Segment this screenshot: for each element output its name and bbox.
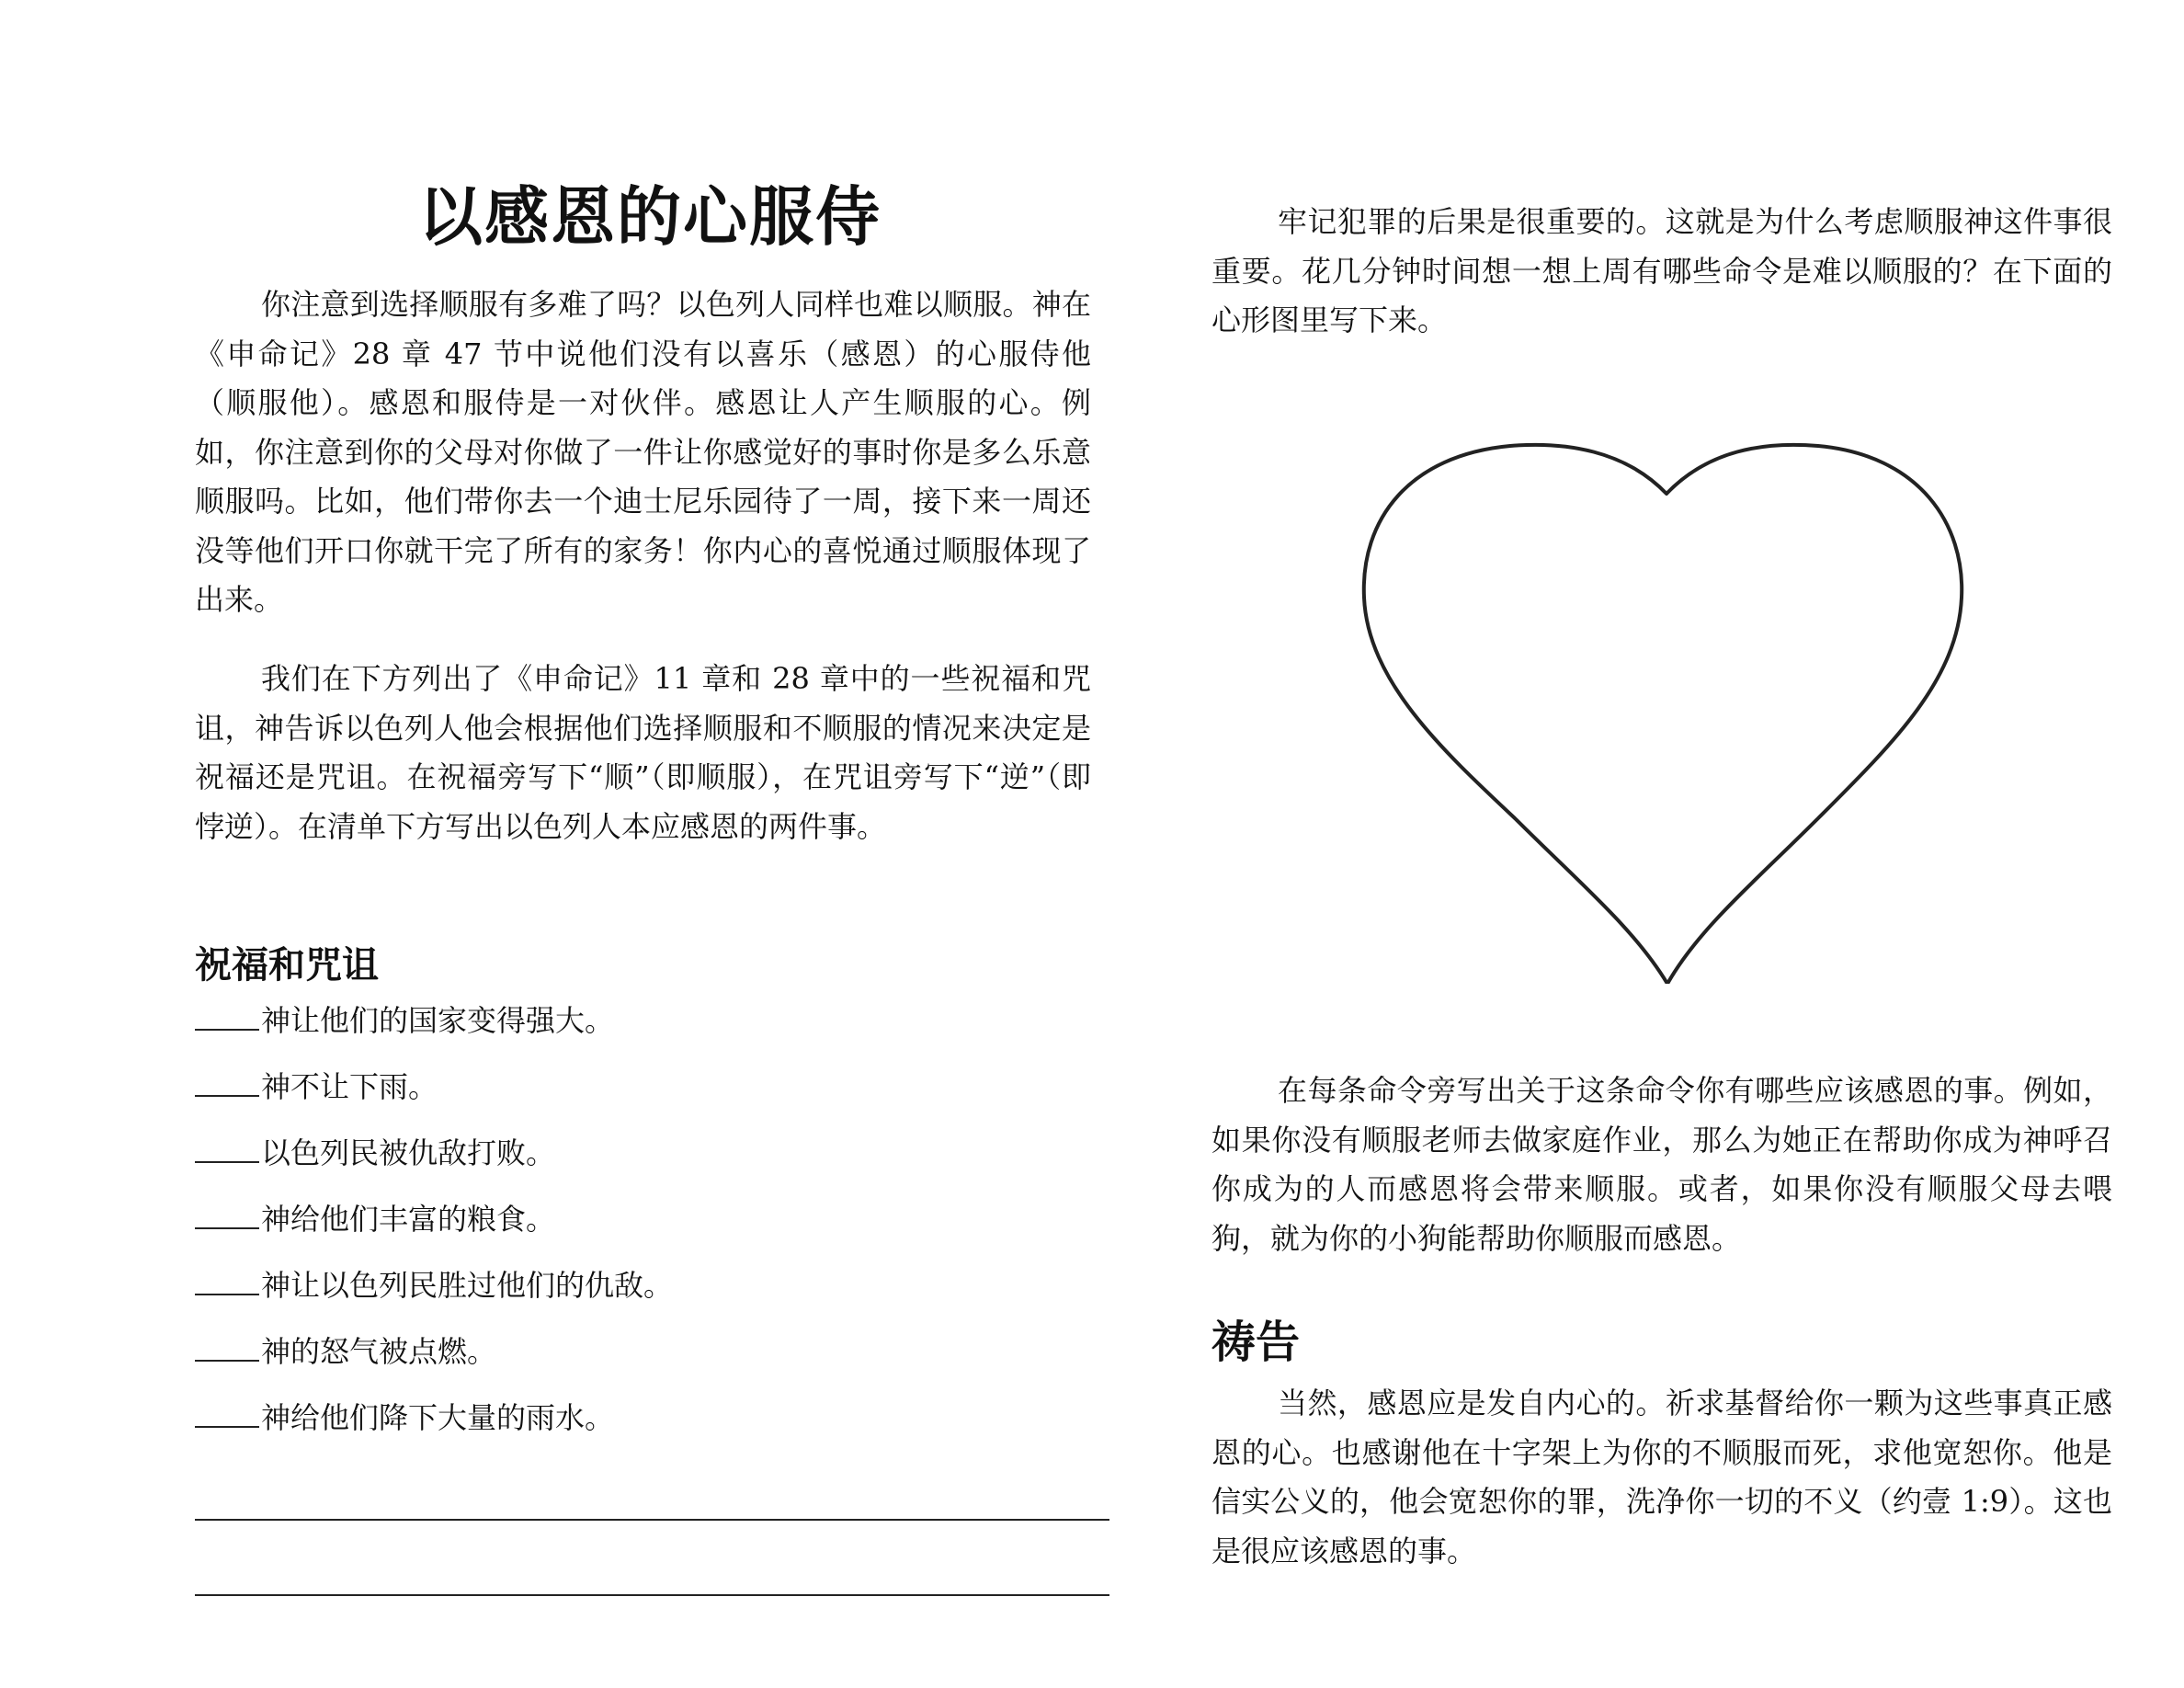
- list-item-text: 神的怒气被点燃。: [261, 1334, 497, 1369]
- list-item-text: 神给他们降下大量的雨水。: [261, 1400, 615, 1435]
- list-item: [195, 1267, 673, 1333]
- gratitude-paragraph: 在每条命令旁写出关于这条命令你有哪些应该感恩的事。例如，如果你没有顺服老师去做家庭作业，那么为她正在帮助你成为神呼召你成为的人而感恩将会带来顺服。或者，如果你没有顺服父母去喂狗，就为你的小狗能帮助你顺服而感恩。: [1211, 1073, 2112, 1256]
- prayer-paragraph: 当然，感恩应是发自内心的。祈求基督给你一颗为这些事真正感恩的心。也感谢他在十字架上为你的不顺服而死，求他宽恕你。他是信实公义的，他会宽恕你的罪，洗净你一切的不义（约壹 1:9）。这也是很应该感恩的事。: [1211, 1386, 2112, 1568]
- page-title: 以感恩的心服侍: [418, 178, 882, 255]
- answer-blank[interactable]: [195, 1268, 259, 1295]
- intro-paragraph: 你注意到选择顺服有多难了吗？以色列人同样也难以顺服。神在《申命记》28 章 47 节中说他们没有以喜乐（感恩）的心服侍他（顺服他）。感恩和服侍是一对伙伴。感恩让人产生顺服的心。例如，你注意到你的父母对你做了一件让你感觉好的事时你是多么乐意顺服吗。比如，他们带你去一个迪士尼乐园待了一周，接下来一周还没等他们开口你就干完了所有的家务！你内心的喜悦通过顺服体现了出来。: [195, 287, 1091, 617]
- heart-outline-icon[interactable]: [1359, 432, 1965, 984]
- list-item: [195, 1068, 673, 1135]
- consequences-paragraph: 牢记犯罪的后果是很重要的。这就是为什么考虑顺服神这件事很重要。花几分钟时间想一想上周有哪些命令是难以顺服的？在下面的心形图里写下来。: [1211, 204, 2112, 337]
- list-item: [195, 1399, 673, 1466]
- list-item: [195, 1333, 673, 1399]
- list-item: [195, 1002, 673, 1068]
- answer-blank[interactable]: [195, 1202, 259, 1229]
- answer-blank[interactable]: [195, 1135, 259, 1163]
- answer-line-2[interactable]: [195, 1594, 1109, 1596]
- answer-blank[interactable]: [195, 1334, 259, 1362]
- list-item-text: 神让他们的国家变得强大。: [261, 1003, 615, 1038]
- answer-blank[interactable]: [195, 1400, 259, 1428]
- list-item-text: 以色列民被仇敌打败。: [261, 1135, 556, 1170]
- instructions-paragraph: 我们在下方列出了《申命记》11 章和 28 章中的一些祝福和咒诅，神告诉以色列人他会根据他们选择顺服和不顺服的情况来决定是祝福还是咒诅。在祝福旁写下“顺”（即顺服），在咒诅旁写下“逆”（即悖逆）。在清单下方写出以色列人本应感恩的两件事。: [195, 661, 1091, 844]
- list-item-text: 神不让下雨。: [261, 1069, 438, 1104]
- answer-line-1[interactable]: [195, 1519, 1109, 1521]
- prayer-heading: 祷告: [1211, 1317, 1301, 1368]
- answer-blank[interactable]: [195, 1069, 259, 1097]
- answer-blank[interactable]: [195, 1003, 259, 1031]
- list-item: [195, 1135, 673, 1201]
- blessings-curses-list: [195, 1002, 673, 1466]
- list-item-text: 神给他们丰富的粮食。: [261, 1202, 556, 1237]
- blessings-curses-heading: 祝福和咒诅: [195, 943, 379, 987]
- list-item: [195, 1201, 673, 1267]
- list-item-text: 神让以色列民胜过他们的仇敌。: [261, 1268, 674, 1303]
